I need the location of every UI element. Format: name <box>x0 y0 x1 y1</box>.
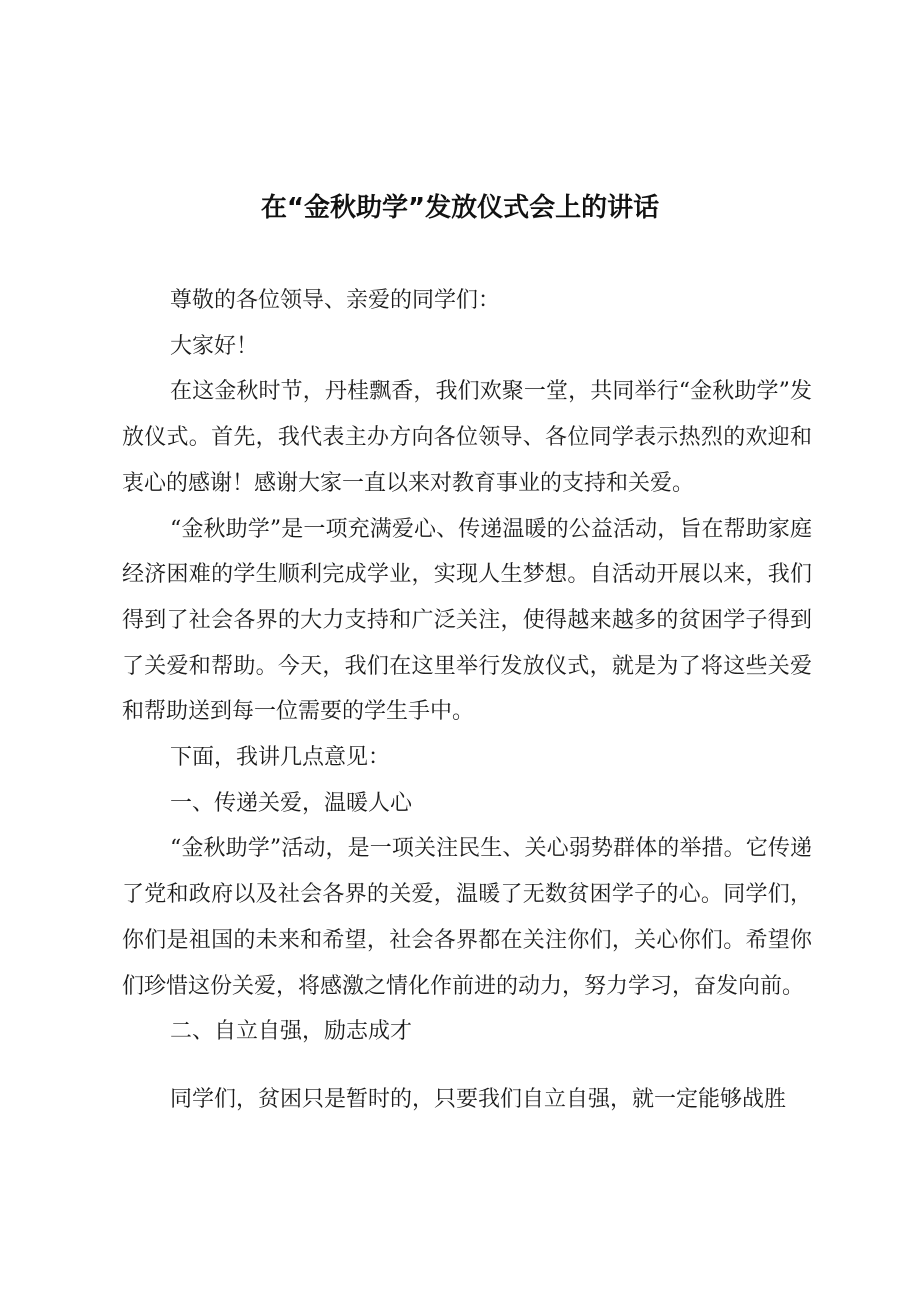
paragraph-activity-intro: “金秋助学”是一项充满爱心、传递温暖的公益活动，旨在帮助家庭经济困难的学生顺利完成学业，实现人生梦想。自活动开展以来，我们得到了社会各界的大力支持和广泛关注，使得越来越多的贫困学子得到了关爱和帮助。今天，我们在这里举行发放仪式，就是为了将这些关爱和帮助送到每一位需要的学生手中。 <box>122 516 812 725</box>
paragraph-opening: 在这金秋时节，丹桂飘香，我们欢聚一堂，共同举行“金秋助学”发放仪式。首先，我代表主办方向各位领导、各位同学表示热烈的欢迎和衷心的感谢！感谢大家一直以来对教育事业的支持和关爱。 <box>122 379 812 496</box>
paragraph-points-intro: 下面，我讲几点意见： <box>170 745 391 771</box>
greeting: 大家好！ <box>170 333 259 359</box>
document-title: 在“金秋助学”发放仪式会上的讲话 <box>260 193 660 223</box>
salutation: 尊敬的各位领导、亲爱的同学们： <box>170 288 501 313</box>
paragraph-section-two: 同学们，贫困只是暂时的，只要我们自立自强，就一定能够战胜 <box>170 1086 787 1112</box>
paragraph-section-one: “金秋助学”活动，是一项关注民生、关心弱势群体的举措。它传递了党和政府以及社会各界的关爱，温暖了无数贫困学子的心。同学们，你们是祖国的未来和希望，社会各界都在关注你们，关心你们。希望你们珍惜这份关爱，将感激之情化作前进的动力，努力学习，奋发向前。 <box>122 836 812 999</box>
document-body <box>122 278 812 1123</box>
section-heading-two: 二、自立自强，励志成才 <box>170 1019 413 1045</box>
section-heading-one: 一、传递关爱，温暖人心 <box>170 790 413 816</box>
